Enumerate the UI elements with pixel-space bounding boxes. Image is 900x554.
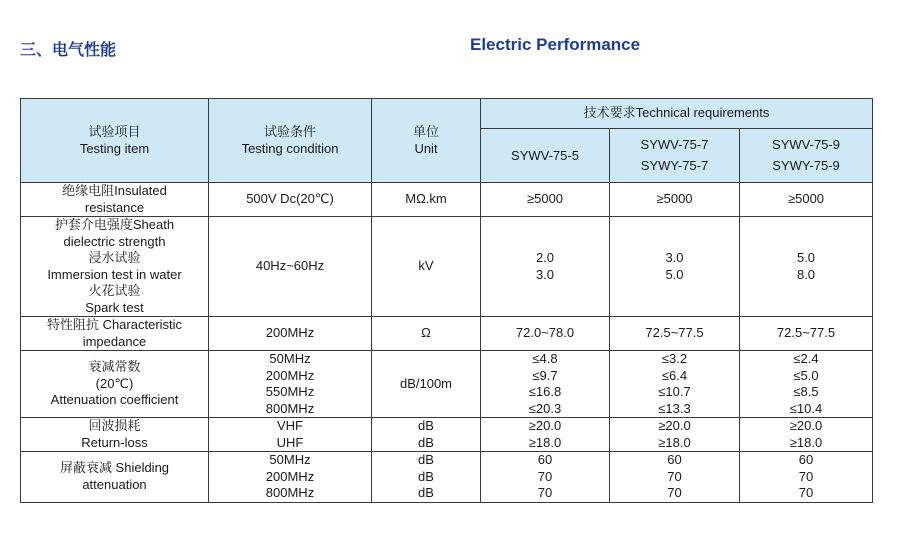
cell-item: 屏蔽衰减 Shielding attenuation <box>21 452 209 503</box>
cell-condition: 200MHz <box>209 317 372 351</box>
cell-value: 72.5~77.5 <box>740 317 873 351</box>
cell-unit: kV <box>372 217 481 317</box>
row-insulated-resistance <box>21 183 873 217</box>
cell-item: 特性阻抗 Characteristic impedance <box>21 317 209 351</box>
cell-item: 衰减常数 (20℃) Attenuation coefficient <box>21 351 209 418</box>
cell-value: 60 70 70 <box>481 452 610 503</box>
cell-condition: VHF UHF <box>209 418 372 452</box>
cell-item: 护套介电强度Sheath dielectric strength 浸水试验 Immersion test in water 火花试验 Spark test <box>21 217 209 317</box>
cell-value: ≤4.8 ≤9.7 ≤16.8 ≤20.3 <box>481 351 610 418</box>
header-model-75-9: SYWV-75-9 SYWY-75-9 <box>740 128 873 182</box>
cell-unit: Ω <box>372 317 481 351</box>
cell-unit: dB/100m <box>372 351 481 418</box>
cell-condition: 50MHz 200MHz 800MHz <box>209 452 372 503</box>
cell-value: ≥20.0 ≥18.0 <box>481 418 610 452</box>
cell-value: 5.0 8.0 <box>740 217 873 317</box>
header-model-75-7: SYWV-75-7 SYWY-75-7 <box>610 128 740 182</box>
cell-condition: 40Hz~60Hz <box>209 217 372 317</box>
cell-value: ≤3.2 ≤6.4 ≤10.7 ≤13.3 <box>610 351 740 418</box>
cell-value: 60 70 70 <box>610 452 740 503</box>
cell-value: ≤2.4 ≤5.0 ≤8.5 ≤10.4 <box>740 351 873 418</box>
cell-condition: 500V Dc(20℃) <box>209 183 372 217</box>
header-model-sywv-75-5: SYWV-75-5 <box>481 128 610 182</box>
section-title-cn: 三、电气性能 <box>20 40 117 59</box>
row-characteristic-impedance <box>21 317 873 351</box>
cell-value: ≥20.0 ≥18.0 <box>610 418 740 452</box>
row-attenuation-coefficient <box>21 351 873 418</box>
header-technical-requirements: 技术要求Technical requirements <box>481 99 873 129</box>
cell-value: 72.0~78.0 <box>481 317 610 351</box>
cell-value: 72.5~77.5 <box>610 317 740 351</box>
header-testing-item: 试验项目 Testing item <box>21 99 209 183</box>
header-testing-condition: 试验条件 Testing condition <box>209 99 372 183</box>
cell-item: 回波损耗 Return-loss <box>21 418 209 452</box>
cell-unit: dB dB dB <box>372 452 481 503</box>
cell-unit: MΩ.km <box>372 183 481 217</box>
cell-unit: dB dB <box>372 418 481 452</box>
row-sheath-dielectric-strength <box>21 217 873 317</box>
header-unit: 单位 Unit <box>372 99 481 183</box>
cell-value: 60 70 70 <box>740 452 873 503</box>
cell-condition: 50MHz 200MHz 550MHz 800MHz <box>209 351 372 418</box>
cell-value: ≥5000 <box>481 183 610 217</box>
cell-value: 2.0 3.0 <box>481 217 610 317</box>
row-return-loss <box>21 418 873 452</box>
row-shielding-attenuation <box>21 452 873 503</box>
section-title-en: Electric Performance <box>470 35 641 54</box>
cell-value: ≥20.0 ≥18.0 <box>740 418 873 452</box>
cell-item: 绝缘电阻Insulated resistance <box>21 183 209 217</box>
electric-performance-table <box>20 98 873 503</box>
cell-value: ≥5000 <box>740 183 873 217</box>
cell-value: ≥5000 <box>610 183 740 217</box>
cell-value: 3.0 5.0 <box>610 217 740 317</box>
